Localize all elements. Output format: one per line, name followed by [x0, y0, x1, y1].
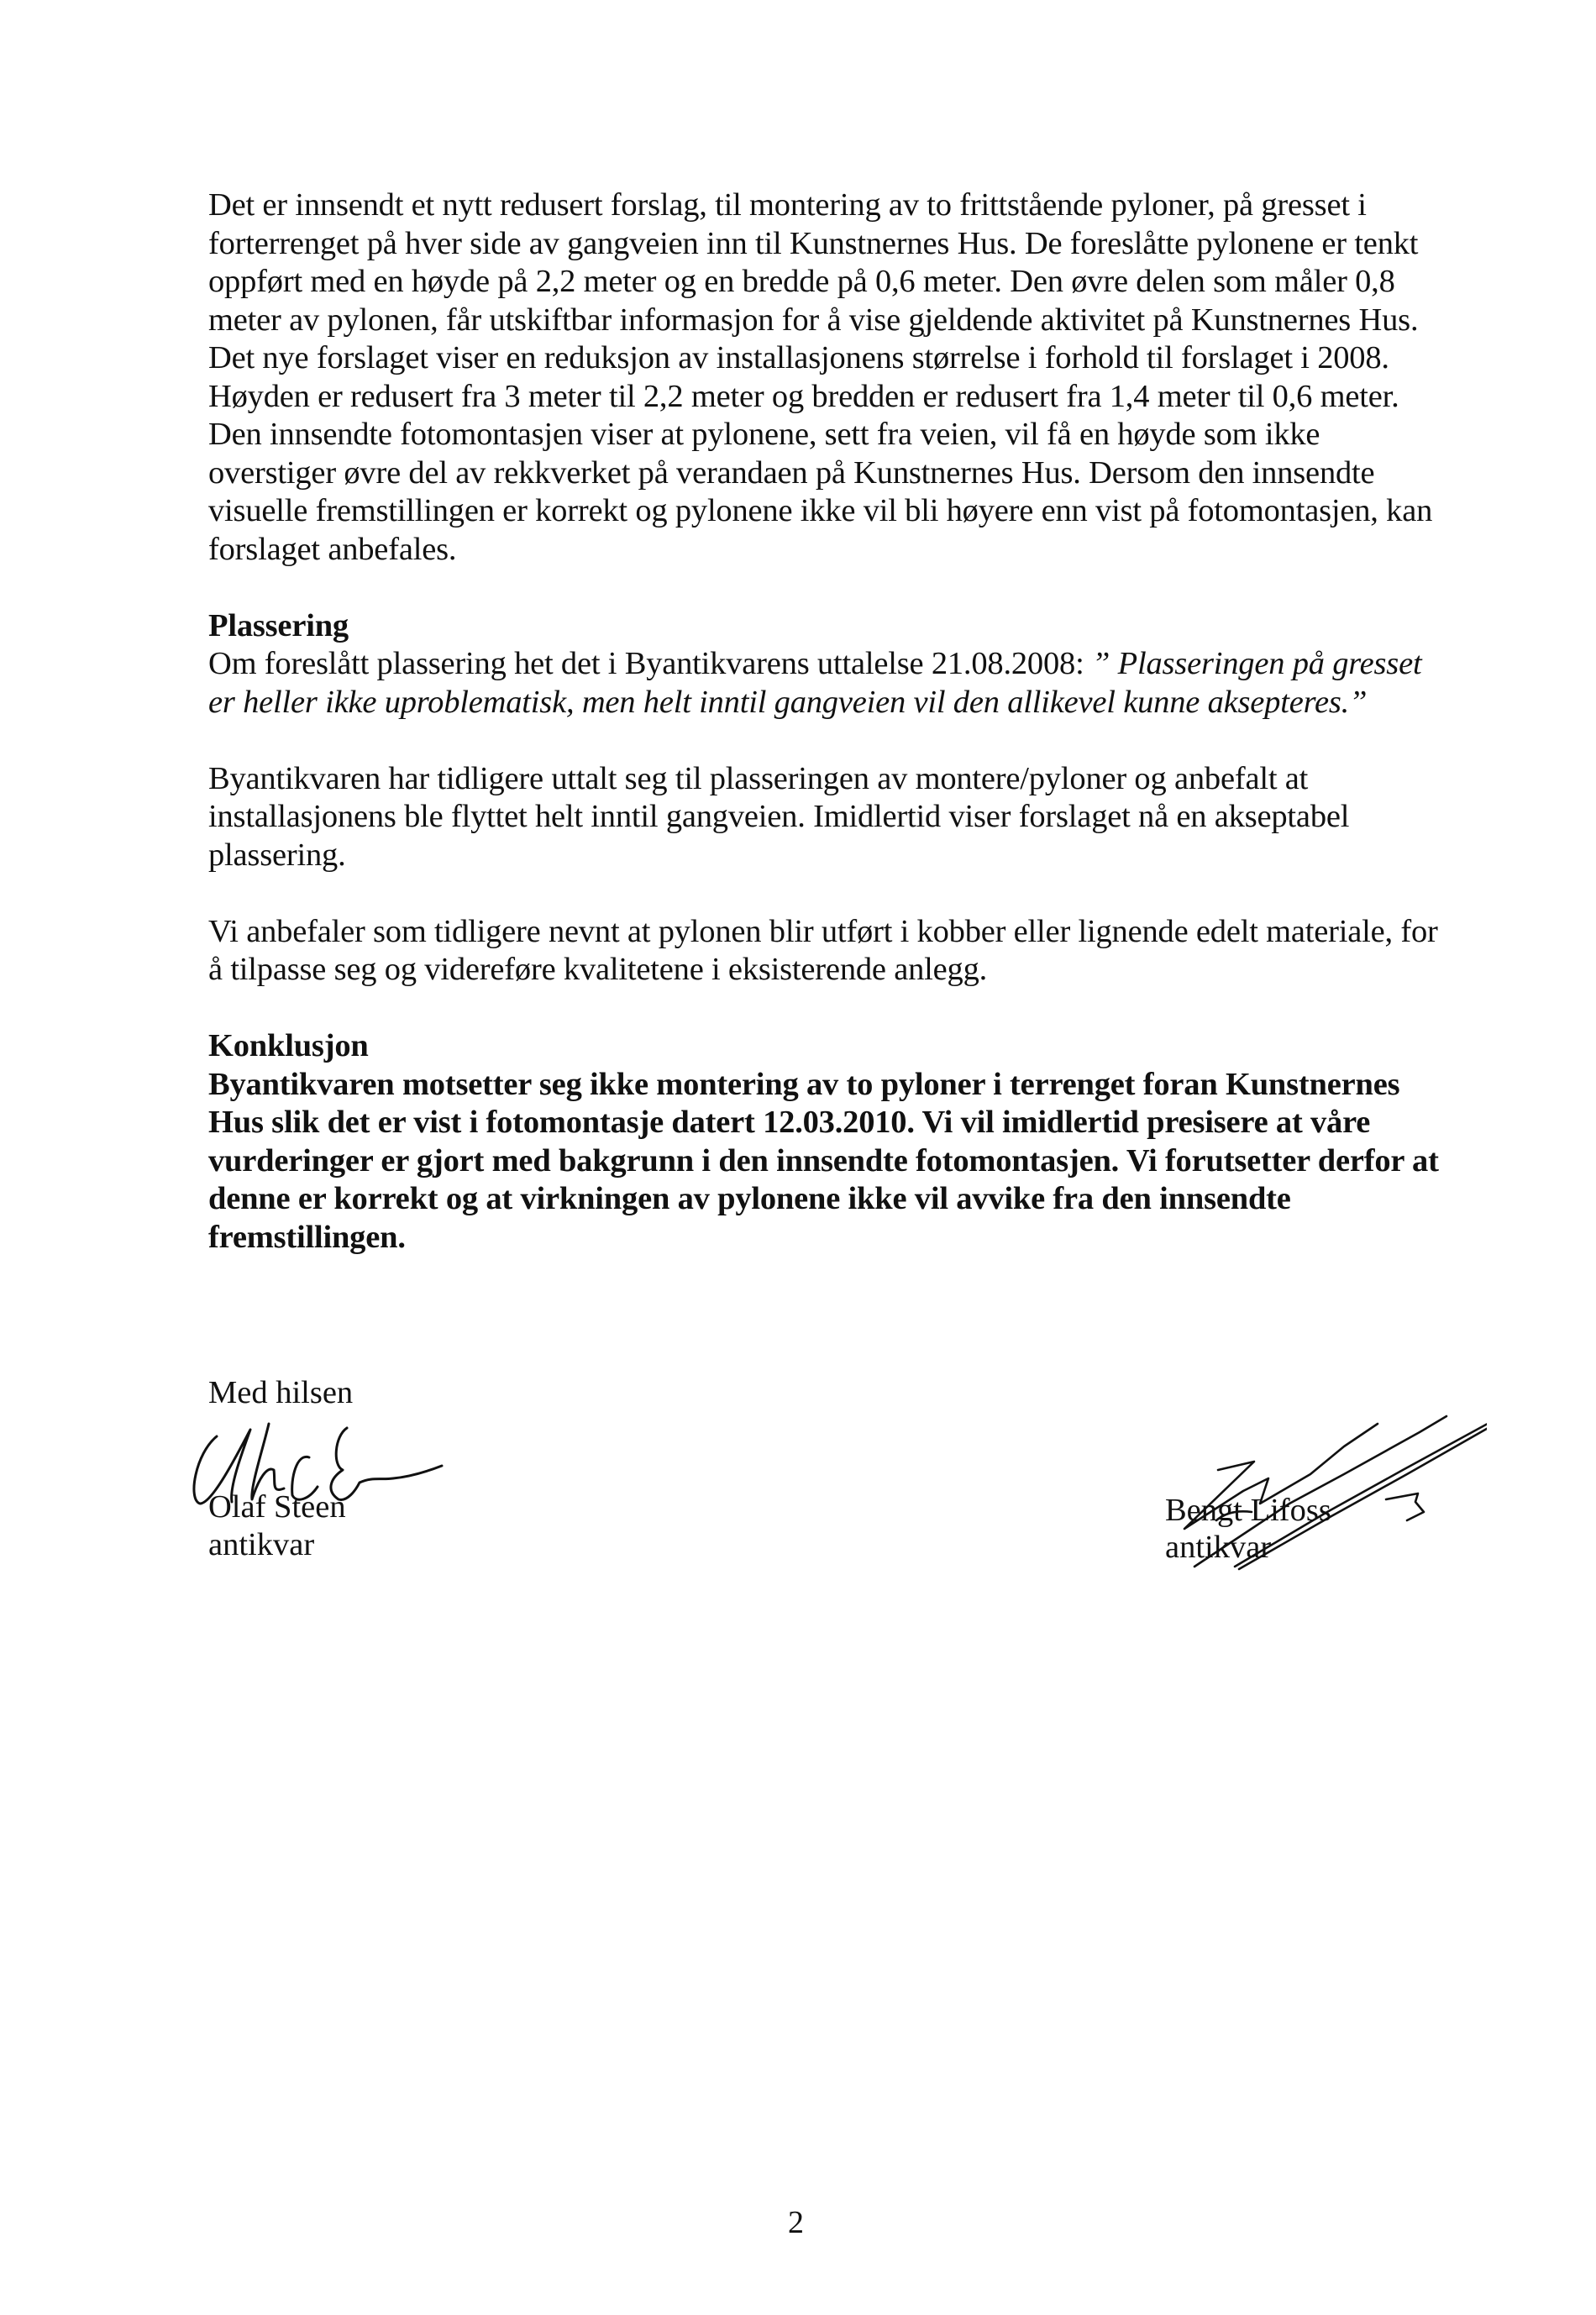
signatory-name: Olaf Steen	[208, 1489, 346, 1525]
plassering-paragraph-3: Vi anbefaler som tidligere nevnt at pylonen blir utført i kobber eller lignende edelt materiale, for å tilpasse seg og videreføre kvalitetene i eksisterende anlegg.	[208, 913, 1438, 987]
plassering-quote: ” Plasseringen på gresset er heller ikke uproblematisk, men helt inntil gangveien vil den allikevel kunne aksepteres.”	[208, 646, 1422, 720]
signatory-bengt-lifoss	[1165, 1492, 1331, 1566]
signatory-olaf-steen	[208, 1488, 346, 1564]
konklusjon-heading: Konklusjon	[208, 1028, 369, 1063]
signatory-name: Bengt Lifoss	[1165, 1493, 1331, 1528]
plassering-heading: Plassering	[208, 607, 349, 643]
plassering-lead: Om foreslått plassering het det i Byantikvarens uttalelse 21.08.2008:	[208, 646, 1093, 681]
closing-greeting: Med hilsen	[208, 1375, 354, 1410]
konklusjon-text: Byantikvaren motsetter seg ikke montering av to pyloner i terrenget foran Kunstnernes Hus slik det er vist i fotomontasje datert 12.03.2010. Vi vil imidlertid presisere at våre vurderinger er gjort med bakgrunn i den innsendte fotomontasjen. Vi forutsetter derfor at denne er korrekt og at virkningen av pylonene ikke vil avvike fra den innsendte fremstillingen.	[208, 1066, 1439, 1255]
plassering-paragraph-2: Byantikvaren har tidligere uttalt seg til plasseringen av montere/pyloner og anbefalt at installasjonens ble flyttet helt inntil gangveien. Imidlertid viser forslaget nå en akseptabel plassering.	[208, 760, 1350, 873]
konklusjon-section	[208, 1027, 1452, 1257]
signatory-title: antikvar	[208, 1527, 315, 1562]
page-number: 2	[788, 2205, 804, 2240]
letter-body	[208, 186, 1452, 1295]
signatory-title: antikvar	[1165, 1530, 1272, 1565]
plassering-section	[208, 607, 1452, 722]
intro-paragraph: Det er innsendt et nytt redusert forslag, til montering av to frittstående pyloner, på gresset i forterrenget på hver side av gangveien inn til Kunstnernes Hus. De foreslåtte pylonene er tenkt oppført med en høyde på 2,2 meter og en bredde på 0,6 meter. Den øvre delen som måler 0,8 meter av pylonen, får utskiftbar informasjon for å vise gjeldende aktivitet på Kunstnernes Hus. Det nye forslaget viser en reduksjon av installasjonens størrelse i forhold til forslaget i 2008. Høyden er redusert fra 3 meter til 2,2 meter og bredden er redusert fra 1,4 meter til 0,6 meter. Den innsendte fotomontasjen viser at pylonene, sett fra veien, vil få en høyde som ikke overstiger øvre del av rekkverket på verandaen på Kunstnernes Hus. Dersom den innsendte visuelle fremstillingen er korrekt og pylonene ikke vil bli høyere enn vist på fotomontasjen, kan forslaget anbefales.	[208, 187, 1433, 567]
